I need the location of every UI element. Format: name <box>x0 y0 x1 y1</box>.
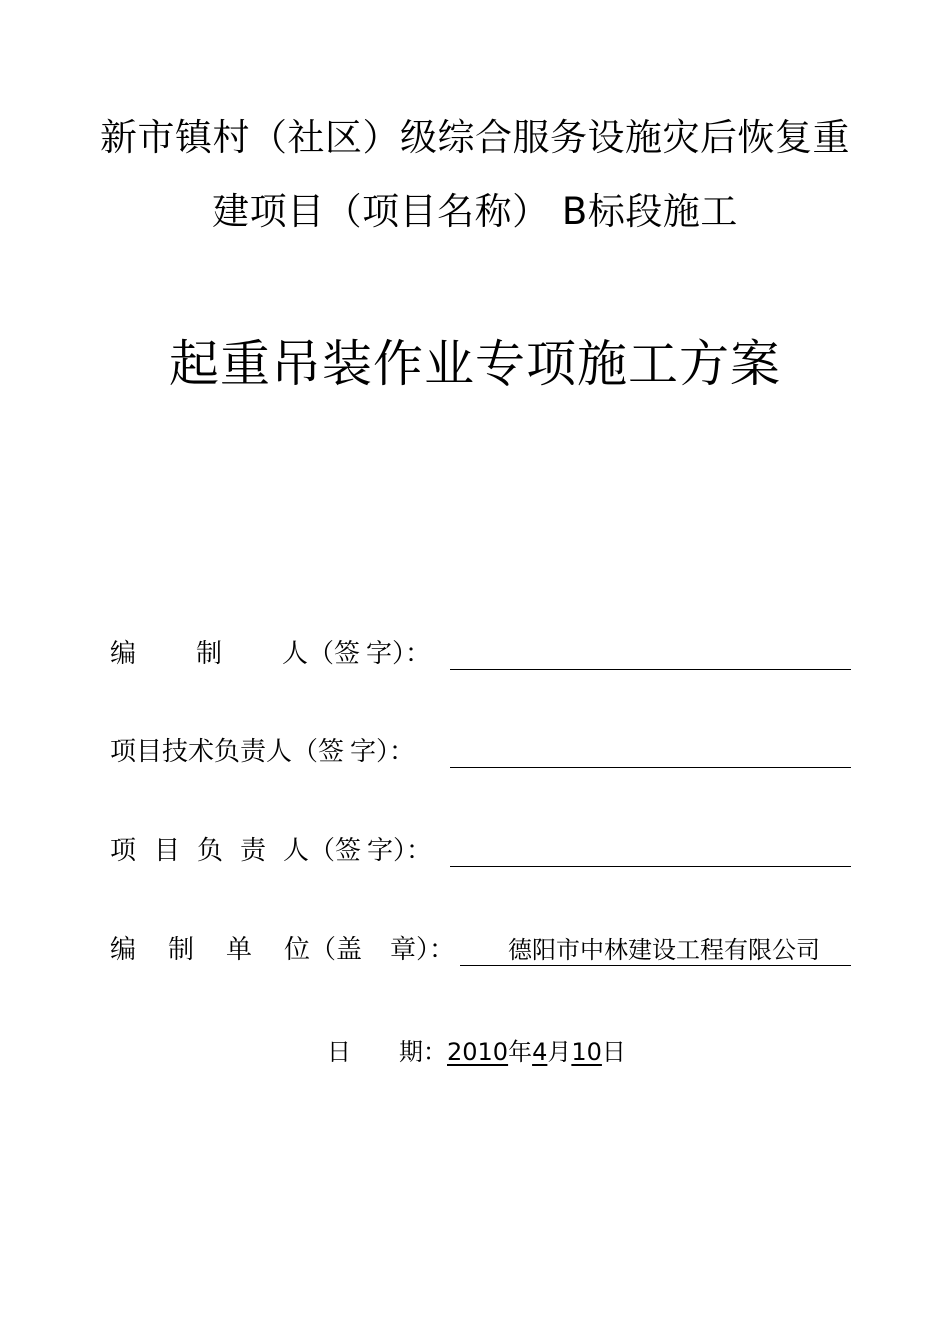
signature-row-tech-lead <box>110 734 851 774</box>
signature-label-tech-lead: 项目技术负责人（签 字）： <box>110 737 416 767</box>
date-month: 4 <box>532 1038 548 1066</box>
signature-line-project-lead[interactable] <box>450 866 851 867</box>
signature-line-compiler[interactable] <box>450 669 851 670</box>
project-title-line-1: 新市镇村（社区）级综合服务设施灾后恢复重 <box>100 116 850 159</box>
date-day-unit: 日 <box>601 1038 626 1066</box>
date-year: 2010 <box>447 1038 509 1066</box>
signature-value-organization: 德阳市中林建设工程有限公司 <box>508 936 820 964</box>
date-day: 10 <box>571 1038 602 1066</box>
signature-row-project-lead <box>110 833 851 873</box>
signature-row-compiler <box>110 636 851 676</box>
signature-label-project-lead: 项 目 负 责 人（签 字）： <box>110 836 433 866</box>
signature-label-organization: 编 制 单 位（盖 章）： <box>110 935 456 965</box>
project-title-line-2: 建项目（项目名称） B标段施工 <box>212 190 738 233</box>
document-main-title: 起重吊装作业专项施工方案 <box>169 335 781 393</box>
date-label: 日 期： <box>327 1038 447 1066</box>
signature-label-compiler: 编 制 人（签 字）： <box>110 639 432 669</box>
date-month-unit: 月 <box>547 1038 572 1066</box>
document-date <box>327 1034 626 1070</box>
signature-row-organization <box>110 932 851 972</box>
signature-line-tech-lead[interactable] <box>450 767 851 768</box>
date-year-unit: 年 <box>508 1038 533 1066</box>
